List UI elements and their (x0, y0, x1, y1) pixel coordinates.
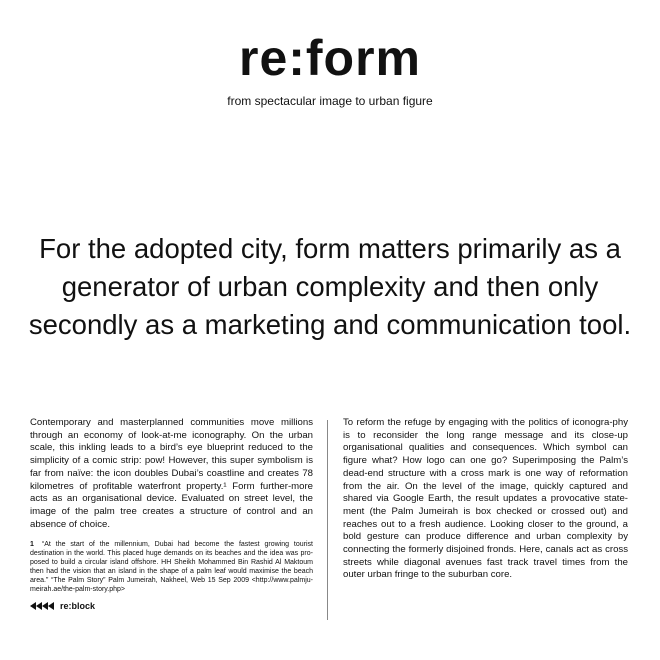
nav-label: re:block (60, 601, 96, 611)
footnote-number: 1 (30, 541, 34, 548)
headline-quote: For the adopted city, form matters primarily as a generator of urban complexity and then only secondly as a marketing and communication tool. (28, 233, 632, 340)
rewind-arrows-icon (30, 602, 56, 610)
left-column-text: Contemporary and masterplanned communities move millions through an economy of look-at-me iconography. On the urban scale, this inkling leads to a bird’s eye blueprint reduced to the simplicity of a comic strip: pow! However, this super symbolism is far from naïve: the icon doubles Dubai’s coastline and creates 78 kilometres of profitable waterfront property.¹ Form further-more acts as an organisational device. Evaluated on street level, the image of the palm tree creates a structure of control and an absence of choice. (30, 417, 313, 530)
right-column-text: To reform the refuge by engaging with the politics of iconogra-phy is to reconsider the long range message and its close-up organisational qualities and consequences. Which symbol can figure what? How logo can one go? Superimposing the Palm’s dead-end structure with a cross mark is one way of reformation from the air. On the level of the image, quickly captured and shared via Google Earth, the result updates a provocative state-ment (the Palm Jumeirah is box checked or crossed out) and reaches out to a fresh audience. Looking closer to the ground, a bold gesture can produce difference and urban complexity by connecting the formerly disjoined fronds. Here, canals act as cross streets while diagonal avenues fast track travel times from the outer urban fringe to the suburban core. (343, 417, 628, 581)
reblock-nav-link[interactable] (30, 601, 95, 611)
column-divider (327, 420, 328, 620)
footnote (30, 540, 313, 594)
page-title: re:form (238, 30, 422, 86)
page-subtitle: from spectacular image to urban figure (227, 94, 433, 108)
footnote-text: “At the start of the millennium, Dubai had become the fastest growing tourist destination in the world. This placed huge demands on its beaches and the idea was pro-posed to build a circular island offshore. HH Sheikh Mohammed Bin Rashid Al Maktoum then had the vision that an island in the shape of a palm leaf would maximise the beach area.” “The Palm Story” Palm Jumeirah, Nakheel, Web 15 Sep 2009 <http://www.palmju-meirah.ae/the-palm-story.php> (30, 541, 313, 593)
